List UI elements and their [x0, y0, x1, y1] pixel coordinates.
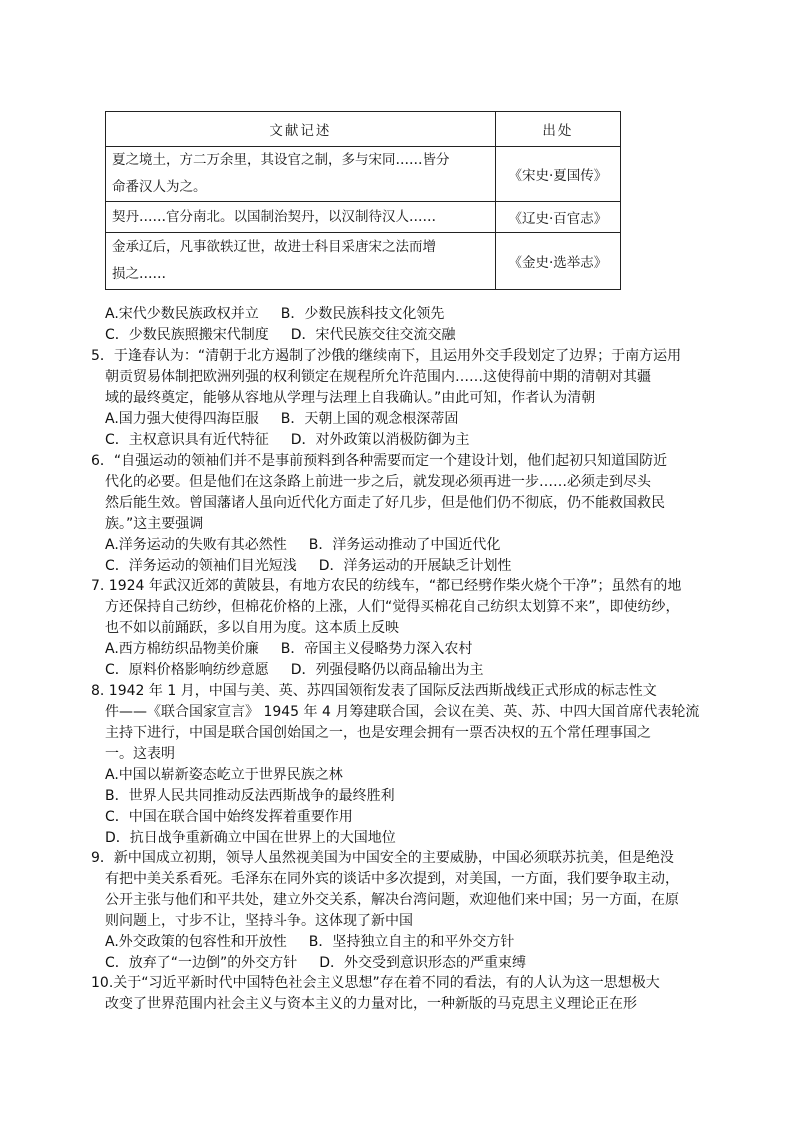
question-10	[91, 973, 697, 1015]
question-text: 也不如以前踊跃，多以自用为度。这本质上反映	[105, 620, 399, 636]
source-cell: 《金史·选举志》	[495, 233, 620, 290]
question-text: 9．新中国成立初期，领导人虽然视美国为中国安全的主要威胁，中国必须联苏抗美，但是绝没	[91, 850, 674, 866]
table-row	[106, 147, 621, 202]
options-row	[91, 325, 697, 346]
options-row	[91, 953, 697, 974]
option-d[interactable]: D．外交受到意识形态的严重束缚	[319, 955, 527, 971]
options-row	[91, 556, 697, 577]
option-d[interactable]: D．洋务运动的开展缺乏计划性	[318, 558, 512, 574]
option-b[interactable]: B．少数民族科技文化领先	[280, 306, 445, 322]
doc-text: 金承辽后，凡事欲轶辽世，故进士科目采唐宋之法而增	[112, 239, 436, 255]
question-8	[91, 681, 700, 849]
question-9	[91, 848, 697, 974]
option-d[interactable]: D．列强侵略仍以商品输出为主	[290, 662, 484, 678]
question-5	[91, 346, 697, 451]
options-row	[91, 430, 697, 451]
source-cell: 《辽史·百官志》	[495, 202, 620, 233]
options-row	[91, 304, 697, 325]
option-a[interactable]: A.中国以崭新姿态屹立于世界民族之林	[105, 767, 343, 783]
question-6	[91, 451, 697, 577]
question-text: 域的最终奠定，能够从容地从学理与法理上自我确认。”由此可知，作者认为清朝	[105, 390, 596, 406]
option-b[interactable]: B．洋务运动推动了中国近代化	[308, 537, 501, 553]
question-text: 7. 1924 年武汉近郊的黄陂县，有地方农民的纺线车，“都已经劈作柴火烧个干净”；虽然有的地	[91, 578, 682, 594]
question-text: 方还保持自己纺纱，但棉花价格的上涨，人们“觉得买棉花自己纺织太划算不来”，即使纺纱，	[105, 599, 680, 615]
option-a[interactable]: A.西方棉纺织品物美价廉	[105, 641, 259, 657]
source-table	[105, 111, 621, 290]
question-text: 改变了世界范围内社会主义与资本主义的力量对比，一种新版的马克思主义理论正在形	[105, 996, 637, 1012]
option-a[interactable]: A.外交政策的包容性和开放性	[105, 934, 287, 950]
question-text: 主持下进行，中国是联合国创始国之一，也是安理会拥有一票否决权的五个常任理事国之	[105, 725, 651, 741]
option-c[interactable]: C．洋务运动的领袖们目光短浅	[105, 558, 297, 574]
option-d[interactable]: D．对外政策以消极防御为主	[290, 432, 470, 448]
question-text: 5．于逢春认为：“清朝于北方遏制了沙俄的继续南下，且运用外交手段划定了边界；于南方运用	[91, 348, 682, 364]
doc-cell	[106, 202, 496, 233]
option-c[interactable]: C．放弃了“一边倒”的外交方针	[105, 955, 298, 971]
question-text: 一。这表明	[105, 746, 175, 762]
question-text: 6．“自强运动的领袖们并不是事前预料到各种需要而定一个建设计划，他们起初只知道国防近	[91, 453, 668, 469]
option-b[interactable]: B．帝国主义侵略势力深入农村	[280, 641, 473, 657]
options-row	[91, 535, 697, 556]
doc-cell	[106, 233, 496, 290]
option-c[interactable]: C．原料价格影响纺纱意愿	[105, 662, 269, 678]
options-row	[91, 639, 697, 660]
table-row	[106, 202, 621, 233]
options-row	[91, 660, 697, 681]
question-text: 8. 1942 年 1 月，中国与美、英、苏四国领衔发表了国际反法西斯战线正式形成的标志性文	[91, 683, 657, 699]
table-header-row	[106, 112, 621, 147]
option-c[interactable]: C．主权意识具有近代特征	[105, 432, 269, 448]
header-doc: 文献记述	[106, 112, 496, 147]
options-row	[91, 932, 697, 953]
option-c[interactable]: C．少数民族照搬宋代制度	[105, 327, 269, 343]
doc-cell	[106, 147, 496, 202]
doc-text: 命番汉人为之。	[112, 179, 207, 195]
doc-text: 损之……	[112, 266, 166, 282]
header-src: 出处	[495, 112, 620, 147]
question-text: 公开主张与他们和平共处，建立外交关系，解决台湾问题，欢迎他们来中国；另一方面，在原	[105, 892, 679, 908]
option-d[interactable]: D．抗日战争重新确立中国在世界上的大国地位	[105, 830, 396, 846]
doc-text: 契丹……官分南北。以国制治契丹，以汉制待汉人……	[112, 208, 436, 225]
option-a[interactable]: A.国力强大使得四海臣服	[105, 411, 259, 427]
option-a[interactable]: A.宋代少数民族政权并立	[105, 306, 259, 322]
question-text: 代化的必要。但是他们在这条路上前进一步之后，就发现必须再进一步……必须走到尽头	[105, 474, 651, 490]
question-4	[91, 304, 697, 346]
question-text: 朝贡贸易体制把欧洲列强的权利锁定在规程所允许范围内……这使得前中期的清朝对其疆	[105, 369, 651, 385]
options-row	[91, 409, 697, 430]
question-text: 件——《联合国家宣言》 1945 年 4 月筹建联合国，会议在美、英、苏、中四大国首席代表轮流	[105, 704, 700, 720]
question-text: 族。”这主要强调	[105, 516, 204, 532]
question-7	[91, 576, 697, 681]
option-c[interactable]: C．中国在联合国中始终发挥着重要作用	[105, 809, 353, 825]
option-a[interactable]: A.洋务运动的失败有其必然性	[105, 537, 287, 553]
table-row	[106, 233, 621, 290]
question-text: 10.关于“习近平新时代中国特色社会主义思想”存在着不同的看法，有的人认为这一思想极大	[91, 975, 660, 991]
source-cell: 《宋史·夏国传》	[495, 147, 620, 202]
question-text: 有把中美关系看死。毛泽东在同外宾的谈话中多次提到，对美国，一方面，我们要争取主动，	[105, 871, 679, 887]
option-b[interactable]: B．坚持独立自主的和平外交方针	[308, 934, 515, 950]
option-b[interactable]: B．天朝上国的观念根深蒂固	[280, 411, 459, 427]
question-text: 然后能生效。曾国藩诸人虽向近代化方面走了好几步，但是他们仍不彻底，仍不能救国救民	[105, 495, 665, 511]
option-d[interactable]: D．宋代民族交往交流交融	[290, 327, 456, 343]
option-b[interactable]: B．世界人民共同推动反法西斯战争的最终胜利	[105, 788, 395, 804]
doc-text: 夏之境土，方二万余里，其设官之制，多与宋同……皆分	[112, 152, 450, 168]
question-text: 则问题上，寸步不让，坚持斗争。这体现了新中国	[105, 913, 413, 929]
